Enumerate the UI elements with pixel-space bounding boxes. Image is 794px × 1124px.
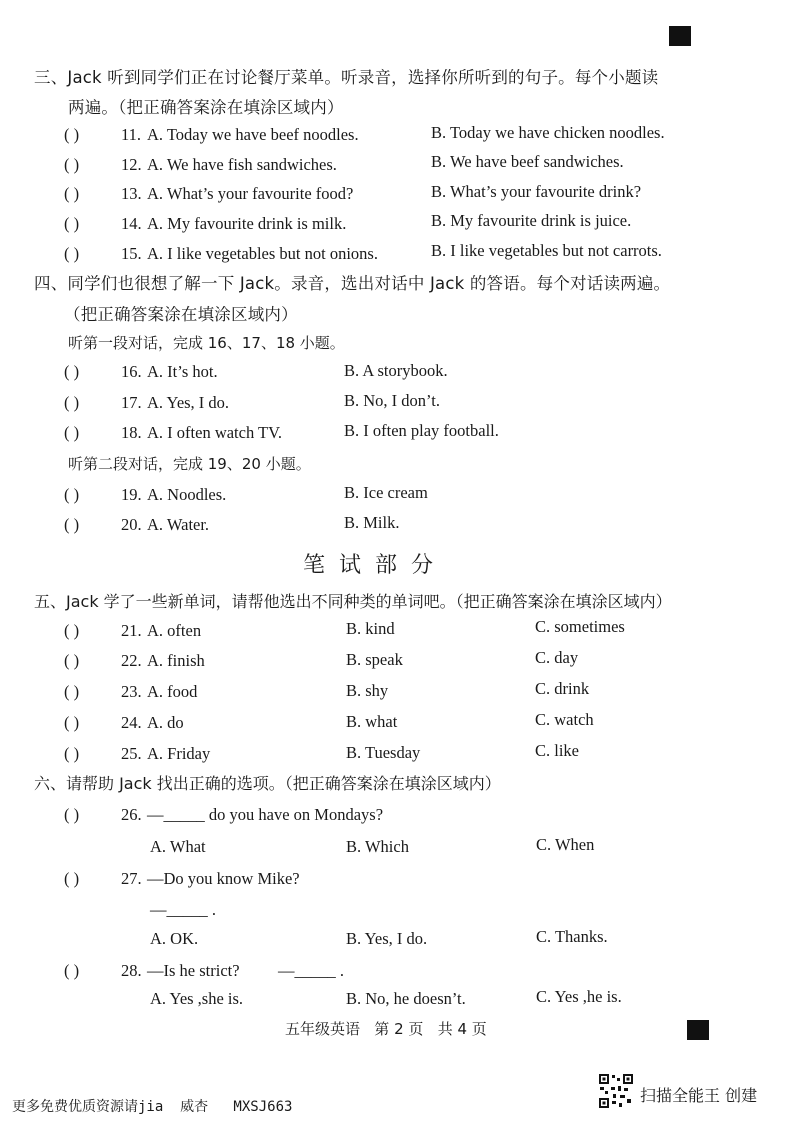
answer-paren: ( ): [64, 744, 80, 763]
option-b: B. kind: [346, 619, 395, 638]
answer-paren: ( ): [64, 244, 80, 263]
qr-code-icon: [598, 1073, 634, 1109]
item-number: 28.: [121, 961, 142, 980]
reply-blank: —_____ .: [278, 961, 344, 980]
reply-blank: —_____ .: [150, 900, 216, 919]
option-b: B. No, he doesn’t.: [346, 989, 466, 1008]
item-number: 21.: [121, 621, 142, 640]
question-stem: —Is he strict?: [147, 961, 240, 980]
section5-title: 五、Jack 学了一些新单词，请帮他选出不同种类的单词吧。（把正确答案涂在填涂区域内）: [34, 592, 672, 611]
answer-paren: ( ): [64, 125, 80, 144]
section4-title-line1: 四、同学们也很想了解一下 Jack。录音，选出对话中 Jack 的答语。每个对话读两遍。: [34, 274, 671, 293]
answer-paren: ( ): [64, 713, 80, 732]
question-stem: —_____ do you have on Mondays?: [147, 805, 384, 824]
item-number: 13.: [121, 184, 142, 203]
option-b: B. I often play football.: [344, 421, 499, 440]
option-a: A. What’s your favourite food?: [147, 184, 354, 203]
option-a: A. food: [147, 682, 198, 701]
option-b: B. What’s your favourite drink?: [431, 182, 642, 201]
answer-paren: ( ): [64, 155, 80, 174]
item-number: 15.: [121, 244, 142, 263]
option-a: A. My favourite drink is milk.: [147, 214, 347, 233]
item-number: 12.: [121, 155, 142, 174]
answer-paren: ( ): [64, 515, 80, 534]
option-a: A. Yes, I do.: [147, 393, 230, 412]
option-a: A. Noodles.: [147, 485, 227, 504]
option-b: B. We have beef sandwiches.: [431, 152, 624, 171]
option-c: C. When: [536, 835, 595, 854]
item-number: 18.: [121, 423, 142, 442]
answer-paren: ( ): [64, 214, 80, 233]
answer-paren: ( ): [64, 485, 80, 504]
option-a: A. I often watch TV.: [147, 423, 283, 442]
option-b: B. Today we have chicken noodles.: [431, 123, 665, 142]
page-footer: 五年级英语 第 2 页 共 4 页: [285, 1020, 487, 1038]
item-number: 26.: [121, 805, 142, 824]
option-a: A. do: [147, 713, 184, 732]
option-b: B. My favourite drink is juice.: [431, 211, 632, 230]
option-c: C. sometimes: [535, 617, 625, 636]
section6-title: 六、请帮助 Jack 找出正确的选项。（把正确答案涂在填涂区域内）: [34, 774, 501, 793]
option-b: B. speak: [346, 650, 403, 669]
item-number: 14.: [121, 214, 142, 233]
corner-mark-top-right: [669, 26, 691, 46]
option-a: A. We have fish sandwiches.: [147, 155, 337, 174]
section3-title-line2: 两遍。（把正确答案涂在填涂区域内）: [68, 98, 344, 117]
answer-paren: ( ): [64, 423, 80, 442]
option-c: C. drink: [535, 679, 590, 698]
option-a: A. It’s hot.: [147, 362, 218, 381]
option-a: A. I like vegetables but not onions.: [147, 244, 378, 263]
option-a: A. Yes ,she is.: [150, 989, 244, 1008]
option-b: B. Milk.: [344, 513, 400, 532]
section4-subheading-2: 听第二段对话，完成 19、20 小题。: [68, 455, 311, 473]
answer-paren: ( ): [64, 805, 80, 824]
question-stem: —Do you know Mike?: [147, 869, 300, 888]
item-number: 16.: [121, 362, 142, 381]
item-number: 25.: [121, 744, 142, 763]
option-b: B. Ice cream: [344, 483, 428, 502]
option-b: B. Tuesday: [346, 743, 421, 762]
section4-title-line2: （把正确答案涂在填涂区域内）: [64, 305, 298, 324]
option-a: A. OK.: [150, 929, 199, 948]
option-b: B. shy: [346, 681, 389, 700]
option-b: B. what: [346, 712, 398, 731]
option-a: A. often: [147, 621, 202, 640]
option-b: B. I like vegetables but not carrots.: [431, 241, 662, 260]
option-c: C. watch: [535, 710, 594, 729]
option-c: C. day: [535, 648, 579, 667]
option-a: A. finish: [147, 651, 205, 670]
corner-mark-bottom-right: [687, 1020, 709, 1040]
item-number: 19.: [121, 485, 142, 504]
watermark-text: 更多免费优质资源请jia 威杏 MXSJ663: [12, 1099, 293, 1115]
answer-paren: ( ): [64, 961, 80, 980]
item-number: 22.: [121, 651, 142, 670]
item-number: 24.: [121, 713, 142, 732]
section4-subheading-1: 听第一段对话，完成 16、17、18 小题。: [68, 334, 345, 352]
item-number: 27.: [121, 869, 142, 888]
item-number: 23.: [121, 682, 142, 701]
written-section-heading: 笔试部分: [303, 553, 448, 578]
option-c: C. Yes ,he is.: [536, 987, 622, 1006]
option-a: A. Today we have beef noodles.: [147, 125, 359, 144]
scanner-credit: 扫描全能王 创建: [640, 1086, 758, 1105]
answer-paren: ( ): [64, 682, 80, 701]
option-a: A. What: [150, 837, 206, 856]
option-a: A. Friday: [147, 744, 211, 763]
option-a: A. Water.: [147, 515, 210, 534]
option-c: C. Thanks.: [536, 927, 608, 946]
option-b: B. Which: [346, 837, 409, 856]
item-number: 11.: [121, 125, 142, 144]
section3-title-line1: 三、Jack 听到同学们正在讨论餐厅菜单。听录音，选择你所听到的句子。每个小题读: [34, 68, 659, 87]
answer-paren: ( ): [64, 621, 80, 640]
option-c: C. like: [535, 741, 579, 760]
item-number: 17.: [121, 393, 142, 412]
answer-paren: ( ): [64, 869, 80, 888]
option-b: B. A storybook.: [344, 361, 448, 380]
answer-paren: ( ): [64, 362, 80, 381]
option-b: B. No, I don’t.: [344, 391, 440, 410]
answer-paren: ( ): [64, 184, 80, 203]
item-number: 20.: [121, 515, 142, 534]
answer-paren: ( ): [64, 393, 80, 412]
answer-paren: ( ): [64, 651, 80, 670]
option-b: B. Yes, I do.: [346, 929, 428, 948]
